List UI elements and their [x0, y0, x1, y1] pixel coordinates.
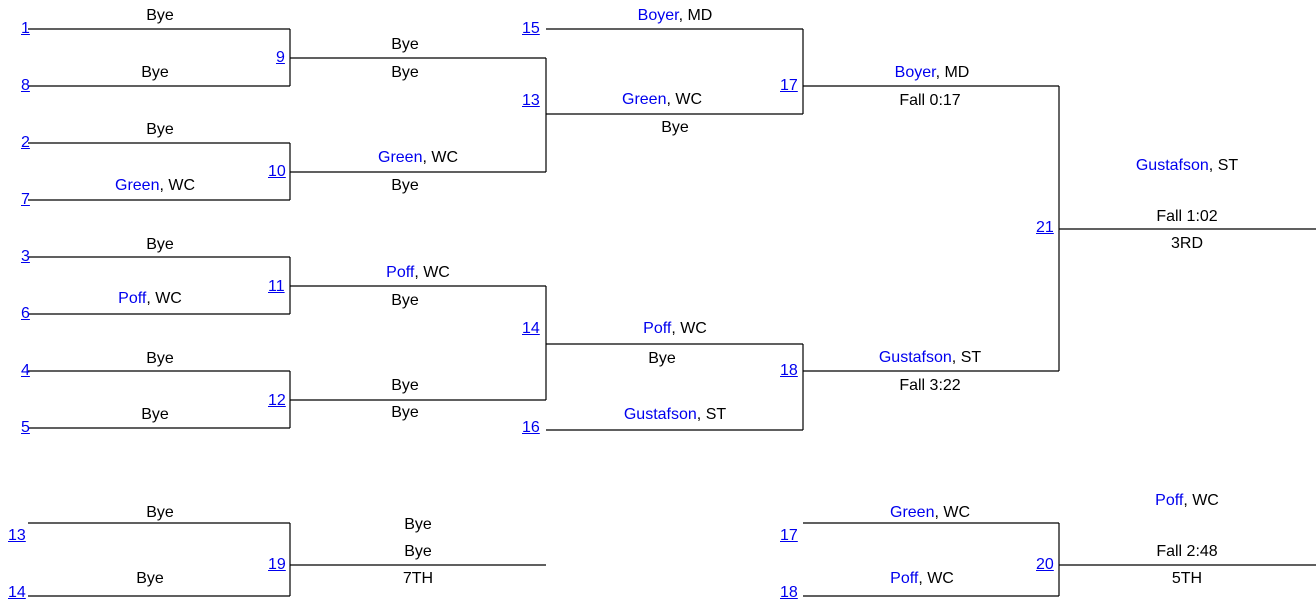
match-result: Fall 3:22 [899, 377, 961, 394]
match-result: Fall 0:17 [899, 92, 961, 109]
wrestler-link[interactable]: Boyer [637, 7, 679, 24]
entry-label: Bye [391, 404, 419, 421]
wrestler-link[interactable]: Poff [890, 570, 919, 587]
entry-label: Bye [661, 119, 689, 136]
entry-label: Bye [391, 377, 419, 394]
entry-label: Bye [391, 36, 419, 53]
entry-label: Bye [648, 350, 676, 367]
placement-winner: Poff, WC [1155, 492, 1219, 509]
entry-label: Bye [404, 516, 432, 533]
wrestler-link[interactable]: Green [621, 91, 667, 108]
match-link-11[interactable]: 11 [268, 278, 285, 295]
entry-label: Gustafson, ST [623, 406, 727, 423]
wrestler-link[interactable]: Boyer [894, 64, 936, 81]
placement-label: 3RD [1170, 235, 1204, 252]
match-link-14[interactable]: 14 [522, 320, 540, 337]
match-link-14-consolation[interactable]: 14 [8, 584, 26, 601]
entry-label: Poff, WC [890, 570, 954, 587]
match-link-13[interactable]: 13 [522, 92, 540, 109]
entry-label: Bye [146, 7, 174, 24]
match-link-19[interactable]: 19 [268, 556, 286, 573]
wrestler-link[interactable]: Poff [118, 290, 147, 307]
entry-label: Green, WC [377, 149, 459, 166]
match-link-10[interactable]: 10 [268, 163, 286, 180]
match-link-17[interactable]: 17 [780, 77, 798, 94]
entry-label: Bye [146, 121, 174, 138]
entry-label: Bye [391, 64, 419, 81]
entry-label: Bye [141, 406, 169, 423]
entry-label: Poff, WC [118, 290, 182, 307]
match-link-3[interactable]: 3 [21, 248, 30, 265]
match-link-18[interactable]: 18 [780, 362, 798, 379]
match-link-16[interactable]: 16 [522, 419, 540, 436]
entry-label: Boyer, MD [637, 7, 713, 24]
entry-label: Bye [404, 543, 432, 560]
wrestler-link[interactable]: Poff [643, 320, 672, 337]
match-link-15[interactable]: 15 [522, 20, 540, 37]
entry-label: Green, WC [621, 91, 703, 108]
entry-label: Bye [146, 236, 174, 253]
match-link-18-consolation[interactable]: 18 [780, 584, 798, 601]
wrestler-link[interactable]: Green [377, 149, 423, 166]
wrestler-link[interactable]: Gustafson [623, 406, 697, 423]
match-link-4[interactable]: 4 [21, 362, 30, 379]
wrestler-link[interactable]: Poff [386, 264, 415, 281]
match-result: Fall 1:02 [1156, 208, 1218, 225]
match-link-6[interactable]: 6 [21, 305, 30, 322]
entry-label: Green, WC [889, 504, 971, 521]
match-link-8[interactable]: 8 [21, 77, 30, 94]
placement-label: 5TH [1171, 570, 1203, 587]
entry-label: Bye [141, 64, 169, 81]
placement-winner: Gustafson, ST [1135, 157, 1239, 174]
match-link-12[interactable]: 12 [268, 392, 286, 409]
wrestler-link[interactable]: Gustafson [1135, 157, 1209, 174]
match-link-21[interactable]: 21 [1036, 219, 1054, 236]
entry-label: Bye [146, 504, 174, 521]
entry-label: Bye [136, 570, 164, 587]
entry-label: Bye [146, 350, 174, 367]
entry-label: Bye [391, 177, 419, 194]
match-link-17-consolation[interactable]: 17 [780, 527, 798, 544]
match-result: Fall 2:48 [1156, 543, 1218, 560]
entry-label: Poff, WC [643, 320, 707, 337]
entry-label: Boyer, MD [894, 64, 970, 81]
match-link-2[interactable]: 2 [21, 134, 30, 151]
wrestler-link[interactable]: Poff [1155, 492, 1184, 509]
match-link-13-consolation[interactable]: 13 [8, 527, 26, 544]
wrestler-link[interactable]: Gustafson [878, 349, 952, 366]
match-link-5[interactable]: 5 [21, 419, 30, 436]
entry-label: Green, WC [114, 177, 196, 194]
entry-label: Poff, WC [386, 264, 450, 281]
entry-label: Gustafson, ST [878, 349, 982, 366]
match-link-20[interactable]: 20 [1036, 556, 1054, 573]
wrestler-link[interactable]: Green [889, 504, 935, 521]
match-link-7[interactable]: 7 [21, 191, 30, 208]
match-link-9[interactable]: 9 [276, 49, 285, 66]
wrestler-link[interactable]: Green [114, 177, 160, 194]
placement-label: 7TH [402, 570, 434, 587]
match-link-1[interactable]: 1 [21, 20, 30, 37]
entry-label: Bye [391, 292, 419, 309]
